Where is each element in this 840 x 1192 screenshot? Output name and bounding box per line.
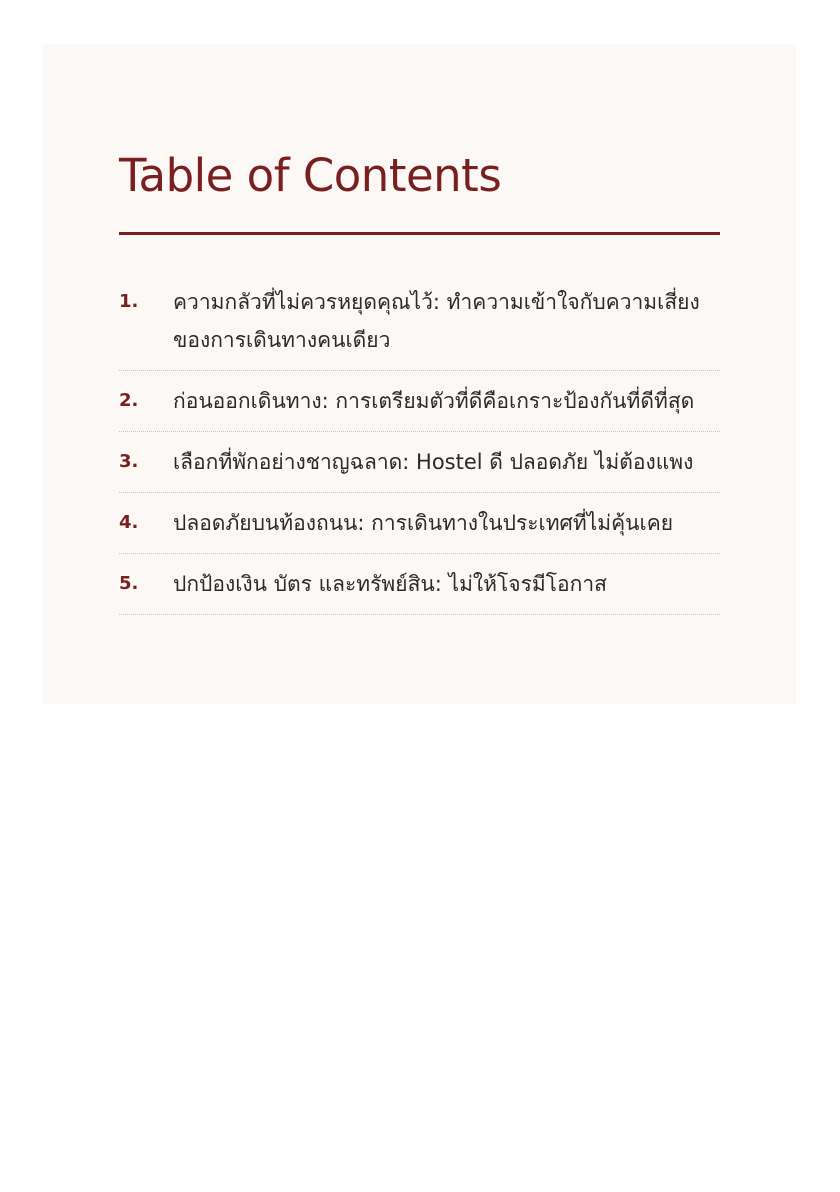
toc-item-title[interactable]: เลือกที่พักอย่างชาญฉลาด: Hostel ดี ปลอดภัย ไม่ต้องแพง: [173, 450, 694, 474]
toc-item-title[interactable]: ก่อนออกเดินทาง: การเตรียมตัวที่ดีคือเกราะป้องกันที่ดีที่สุด: [173, 389, 695, 413]
toc-item[interactable]: [119, 554, 720, 615]
toc-item[interactable]: [119, 493, 720, 554]
toc-item-number: 2.: [119, 390, 139, 411]
toc-title: Table of Contents: [119, 149, 502, 202]
toc-item-number: 5.: [119, 573, 139, 594]
toc-item-number: 3.: [119, 451, 139, 472]
toc-item-number: 4.: [119, 512, 139, 533]
toc-item-title[interactable]: ความกลัวที่ไม่ควรหยุดคุณไว้: ทำความเข้าใจกับความเสี่ยงของการเดินทางคนเดียว: [173, 290, 700, 352]
toc-item-title[interactable]: ปกป้องเงิน บัตร และทรัพย์สิน: ไม่ให้โจรมีโอกาส: [173, 572, 607, 596]
toc-item[interactable]: [119, 432, 720, 493]
table-of-contents-panel: [43, 44, 796, 704]
toc-item-number: 1.: [119, 291, 139, 312]
toc-item-title[interactable]: ปลอดภัยบนท้องถนน: การเดินทางในประเทศที่ไม่คุ้นเคย: [173, 511, 674, 535]
toc-item[interactable]: [119, 283, 720, 371]
toc-item[interactable]: [119, 371, 720, 432]
title-divider: [119, 232, 720, 235]
toc-list: [119, 283, 720, 615]
